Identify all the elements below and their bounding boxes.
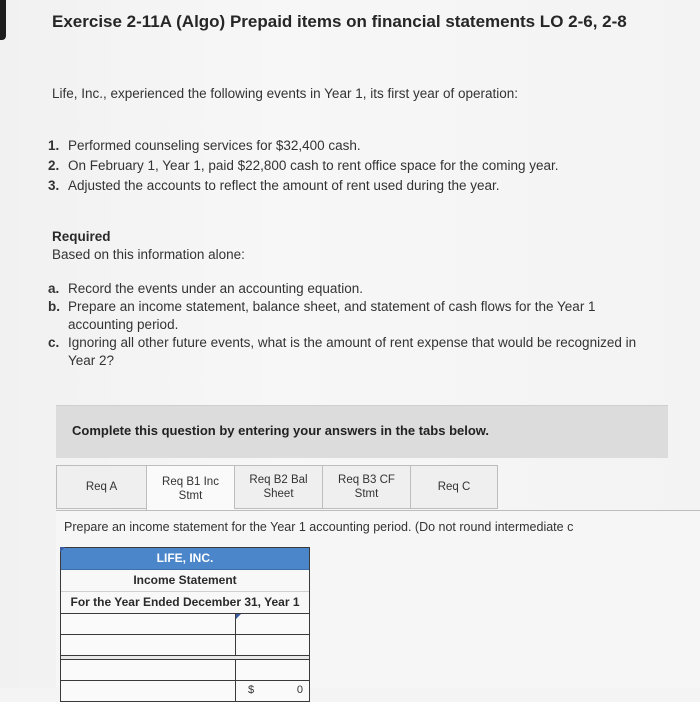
event-item [48,176,559,196]
events-list [48,136,559,196]
requirement-tabs [56,465,498,511]
event-item [48,156,559,176]
statement-period: For the Year Ended December 31, Year 1 [70,595,300,609]
event-number: 1. [48,138,60,153]
spacer-cell [235,656,309,659]
row-label-input[interactable] [61,614,236,634]
requirement-text: Prepare an income statement, balance sheet, and statement of cash flows for the Year 1 accounting period. [68,299,596,332]
currency-symbol: $ [248,684,255,696]
dropdown-marker-icon [60,547,65,552]
statement-name: Income Statement [61,570,309,592]
total-amount: 0 [296,684,303,696]
row-amount-input[interactable] [236,635,309,655]
tab-label: Req C [437,481,471,493]
intro-text: Life, Inc., experienced the following events in Year 1, its first year of operation: [52,86,519,101]
statement-row [60,660,310,681]
statement-row [60,614,310,635]
tab-label: Req B2 Bal [249,474,308,486]
event-number: 2. [48,158,60,173]
statement-company: LIFE, INC. [61,548,309,570]
edge-mark [0,0,6,40]
statement-header [60,547,310,614]
requirement-letter: a. [48,281,60,296]
requirement-letter: c. [48,335,60,350]
tab-label: Req B1 Inc [162,475,219,488]
instruction-banner [56,405,668,458]
tab-label: Req B3 CF [338,474,395,486]
requirement-letter: b. [48,299,60,314]
total-amount-cell [236,681,309,701]
requirement-item [48,334,648,370]
spacer-cell [61,656,235,659]
statement-row [60,635,310,656]
requirement-text: Record the events under an accounting equation. [68,281,363,296]
statement-total-row [60,681,310,702]
event-item [48,136,559,156]
tab-req-c[interactable] [410,465,498,509]
dropdown-marker-icon [236,614,241,619]
tab-label: Sheet [263,488,294,500]
required-heading: Required [52,229,111,244]
event-text: Performed counseling services for $32,400 cash. [68,138,361,153]
row-label-input[interactable] [61,660,236,680]
requirement-text: Ignoring all other future events, what is the amount of rent expense that would be recognized in Year 2? [68,335,637,368]
tab-req-b1-inc-stmt[interactable] [146,465,234,511]
total-label-cell [61,681,236,701]
tab-label: Stmt [178,489,203,502]
tab-req-b2-bal-sheet[interactable] [234,465,322,509]
event-text: On February 1, Year 1, paid $22,800 cash to rent office space for the coming year. [68,158,559,173]
prepare-instruction: Prepare an income statement for the Year 1 accounting period. (Do not round intermediate c [64,520,574,534]
income-statement [60,547,310,702]
requirement-item [48,298,648,334]
requirements-list [48,280,648,370]
instruction-text: Complete this question by entering your answers in the tabs below. [72,423,490,438]
row-amount-input[interactable] [236,660,309,680]
required-subheading: Based on this information alone: [52,247,245,262]
row-amount-input[interactable] [236,614,309,634]
tab-label: Req A [85,481,118,493]
tab-label: Stmt [354,488,379,500]
event-text: Adjusted the accounts to reflect the amount of rent used during the year. [68,178,500,193]
row-label-input[interactable] [61,635,236,655]
requirement-item [48,280,648,298]
exercise-title: Exercise 2-11A (Algo) Prepaid items on financial statements LO 2-6, 2-8 [52,12,627,31]
tab-req-a[interactable] [56,465,146,509]
event-number: 3. [48,178,60,193]
tab-req-b3-cf-stmt[interactable] [322,465,410,509]
